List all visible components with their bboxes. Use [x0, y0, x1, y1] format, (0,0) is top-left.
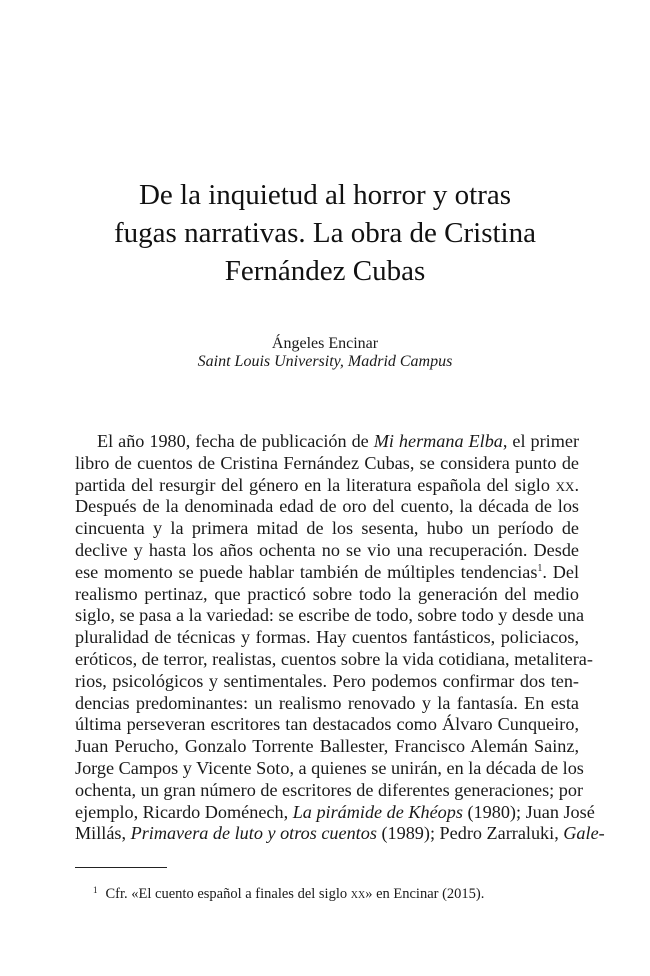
text-run: ejemplo, Ricardo Doménech, [75, 801, 293, 822]
italic-title: Mi hermana Elba [373, 431, 503, 451]
text-run: declive y hasta los años ochenta no se vio una recuperación. Desde [75, 539, 579, 560]
text-line [75, 627, 579, 649]
italic-title: La pirámide de Khéops [292, 801, 463, 822]
text-run: El año 1980, fecha de publicación de [97, 431, 374, 451]
text-run: xx [555, 474, 575, 495]
text-line [75, 496, 579, 518]
text-run: Millás, [75, 823, 131, 844]
body-paragraph [75, 431, 605, 845]
italic-title: Primavera de luto y otros cuentos [130, 823, 377, 844]
text-run: ese momento se puede hablar también de múltiples tendencias [75, 561, 538, 582]
footnote [93, 880, 573, 904]
text-line [75, 693, 579, 715]
text-run: Jorge Campos y Vicente Soto, a quienes se unirán, en la década de los [75, 757, 584, 778]
text-line [75, 779, 584, 802]
text-line [75, 736, 579, 758]
text-run: última perseveran escritores tan destacados como Álvaro Cunqueiro, [75, 714, 579, 735]
article-title [60, 176, 590, 290]
text-run: eróticos, de terror, realistas, cuentos sobre la vida cotidiana, metalitera- [75, 648, 593, 669]
footnote-text [106, 886, 485, 902]
text-run: pluralidad de técnicas y formas. Hay cuentos fantásticos, policiacos, [75, 627, 579, 648]
text-run: cincuenta y la primera mitad de los sesenta, hubo un período de [75, 518, 579, 539]
text-line [75, 714, 579, 736]
text-run: xx [350, 886, 366, 902]
text-run: libro de cuentos de Cristina Fernández Cubas, se considera punto de [75, 452, 579, 473]
text-run: ochenta, un gran número de escritores de diferentes generaciones; por [75, 779, 584, 800]
text-run: , el primer [502, 431, 580, 451]
text-line [75, 518, 579, 540]
text-line [75, 605, 585, 627]
text-line [75, 648, 593, 671]
title-line-3: Fernández Cubas [224, 255, 426, 287]
title-line-2: fugas narrativas. La obra de Cristina [114, 217, 536, 249]
text-line [75, 431, 579, 453]
footnote-ref: 1 [537, 562, 543, 574]
text-line [75, 475, 579, 497]
text-run: Cfr. «El cuento español a finales del siglo [105, 886, 351, 902]
footnote-divider [75, 867, 167, 868]
text-run: . Del [542, 561, 579, 582]
text-line [75, 584, 579, 606]
text-run: (1989); Pedro Zarraluki, [376, 823, 564, 844]
text-line [75, 823, 605, 845]
text-line [75, 453, 579, 475]
text-run: . [574, 474, 579, 495]
text-run: realismo pertinaz, que practicó sobre todo la generación del medio [75, 583, 579, 604]
text-line [75, 757, 584, 780]
text-run: dencias predominantes: un realismo renovado y la fantasía. En esta [75, 692, 579, 713]
author-affiliation: Saint Louis University, Madrid Campus [197, 353, 453, 370]
text-line [75, 540, 579, 562]
text-run: Juan Perucho, Gonzalo Torrente Ballester, Francisco Alemán Sainz, [75, 736, 579, 757]
text-run: (1980); Juan José [462, 801, 595, 822]
text-line [75, 562, 579, 584]
text-run: partida del resurgir del género en la literatura española del siglo [75, 474, 556, 495]
title-line-1: De la inquietud al horror y otras [138, 179, 512, 211]
text-run: » en Encinar (2015). [365, 886, 485, 902]
italic-title: Gale- [563, 823, 605, 844]
author-name: Ángeles Encinar [271, 335, 379, 352]
text-line [75, 671, 579, 693]
footnote-marker: 1 [93, 885, 98, 895]
text-run: Después de la denominada edad de oro del cuento, la década de los [75, 496, 579, 517]
text-run: rios, psicológicos y sentimentales. Pero podemos confirmar dos ten- [75, 670, 579, 691]
text-run: siglo, se pasa a la variedad: se escribe de todo, sobre todo y desde una [75, 605, 585, 626]
text-line [75, 801, 595, 824]
